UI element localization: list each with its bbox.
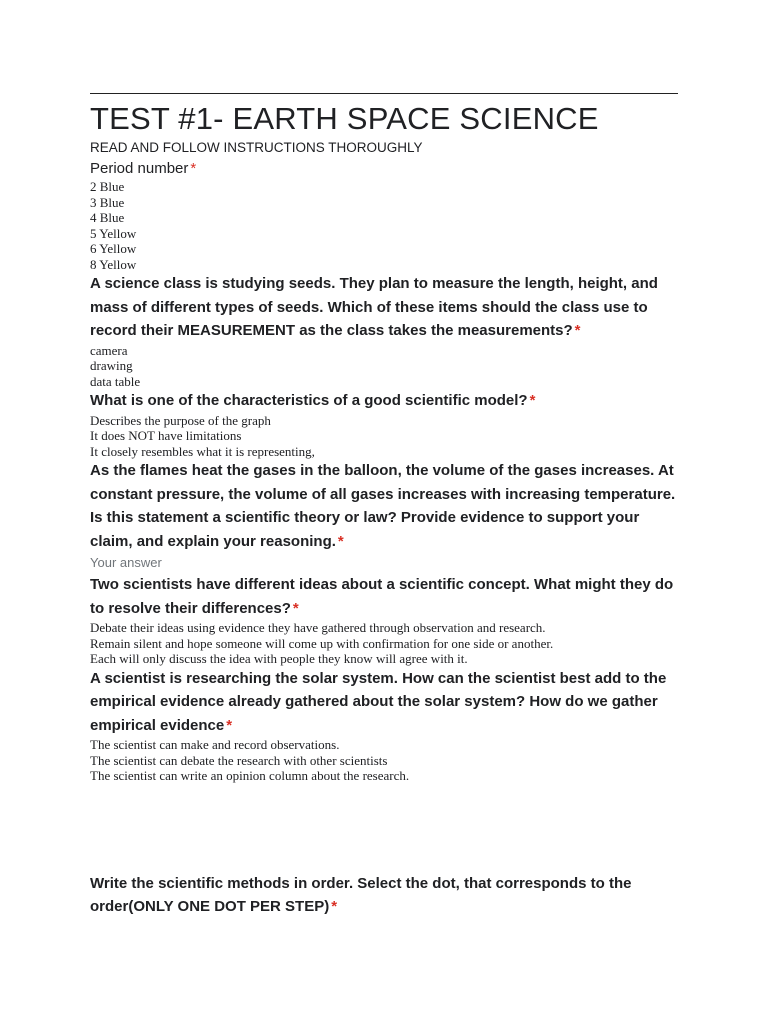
option-list bbox=[90, 343, 678, 390]
option-list bbox=[90, 413, 678, 460]
option-drawing[interactable]: drawing bbox=[90, 358, 133, 373]
spacer bbox=[90, 784, 678, 872]
answer-text-input[interactable]: Your answer bbox=[90, 555, 162, 570]
option-3-blue[interactable]: 3 Blue bbox=[90, 194, 125, 210]
question-label bbox=[90, 389, 678, 413]
option-5-yellow[interactable]: 5 Yellow bbox=[90, 225, 137, 241]
required-asterisk: * bbox=[226, 716, 233, 734]
option-debate-ideas[interactable]: Debate their ideas using evidence they have gathered through observation and research. bbox=[90, 620, 546, 635]
required-asterisk: * bbox=[190, 160, 197, 177]
question-text: As the flames heat the gases in the balloon, the volume of the gases increases. At constant pressure, the volume of all gases increases with increasing temperature. Is this statement a scientific theory or law? Provide evidence to support your claim, and explain your reasoning. bbox=[90, 462, 676, 550]
option-list bbox=[90, 620, 678, 667]
question-scientific-methods-order bbox=[90, 872, 678, 919]
option-camera[interactable]: camera bbox=[90, 342, 128, 358]
required-asterisk: * bbox=[292, 599, 299, 617]
option-closely-resembles[interactable]: It closely resembles what it is representing, bbox=[90, 443, 315, 459]
option-list bbox=[90, 737, 678, 784]
form-title: TEST #1- EARTH SPACE SCIENCE bbox=[90, 101, 599, 136]
required-asterisk: * bbox=[529, 392, 536, 409]
question-scientific-model bbox=[90, 389, 678, 459]
option-8-yellow[interactable]: 8 Yellow bbox=[90, 256, 137, 272]
option-list bbox=[90, 179, 678, 272]
question-label bbox=[90, 667, 678, 738]
question-seeds-measurement bbox=[90, 272, 678, 389]
required-asterisk: * bbox=[574, 322, 581, 339]
option-data-table[interactable]: data table bbox=[90, 373, 141, 389]
option-debate-research[interactable]: The scientist can debate the research with other scientists bbox=[90, 752, 388, 768]
option-record-observations[interactable]: The scientist can make and record observations. bbox=[90, 737, 340, 752]
form-description: READ AND FOLLOW INSTRUCTIONS THOROUGHLY bbox=[90, 140, 423, 155]
required-asterisk: * bbox=[337, 532, 344, 550]
form-page bbox=[90, 93, 678, 919]
question-text: Two scientists have different ideas about a scientific concept. What might they do to resolve their differences? bbox=[90, 576, 674, 617]
question-text: Write the scientific methods in order. Select the dot, that corresponds to the order(ONLY ONE DOT PER STEP) bbox=[90, 874, 632, 915]
question-label bbox=[90, 459, 678, 553]
option-describes-purpose[interactable]: Describes the purpose of the graph bbox=[90, 412, 271, 428]
option-6-yellow[interactable]: 6 Yellow bbox=[90, 241, 137, 256]
question-period-number bbox=[90, 159, 678, 272]
question-label bbox=[90, 872, 678, 919]
option-no-limitations[interactable]: It does NOT have limitations bbox=[90, 428, 242, 443]
required-asterisk: * bbox=[331, 898, 338, 915]
question-text: A scientist is researching the solar system. How can the scientist best add to the empirical evidence already gathered about the solar system? How do we gather empirical evidence bbox=[90, 669, 667, 734]
question-resolve-differences bbox=[90, 573, 678, 667]
question-theory-or-law bbox=[90, 459, 678, 572]
question-text: What is one of the characteristics of a good scientific model? bbox=[90, 392, 528, 409]
question-text: Period number bbox=[90, 160, 189, 177]
header-divider bbox=[90, 93, 678, 94]
question-label bbox=[90, 573, 678, 620]
option-remain-silent[interactable]: Remain silent and hope someone will come up with confirmation for one side or another. bbox=[90, 635, 554, 651]
question-label bbox=[90, 159, 678, 179]
option-discuss-agree[interactable]: Each will only discuss the idea with people they know will agree with it. bbox=[90, 651, 468, 666]
option-opinion-column[interactable]: The scientist can write an opinion column about the research. bbox=[90, 768, 410, 783]
option-4-blue[interactable]: 4 Blue bbox=[90, 210, 125, 225]
question-text: A science class is studying seeds. They plan to measure the length, height, and mass of different types of seeds. Which of these items should the class use to record their MEASUREMENT as the class takes the measurements? bbox=[90, 275, 658, 339]
option-2-blue[interactable]: 2 Blue bbox=[90, 179, 125, 194]
question-empirical-evidence bbox=[90, 667, 678, 784]
question-label bbox=[90, 272, 678, 343]
